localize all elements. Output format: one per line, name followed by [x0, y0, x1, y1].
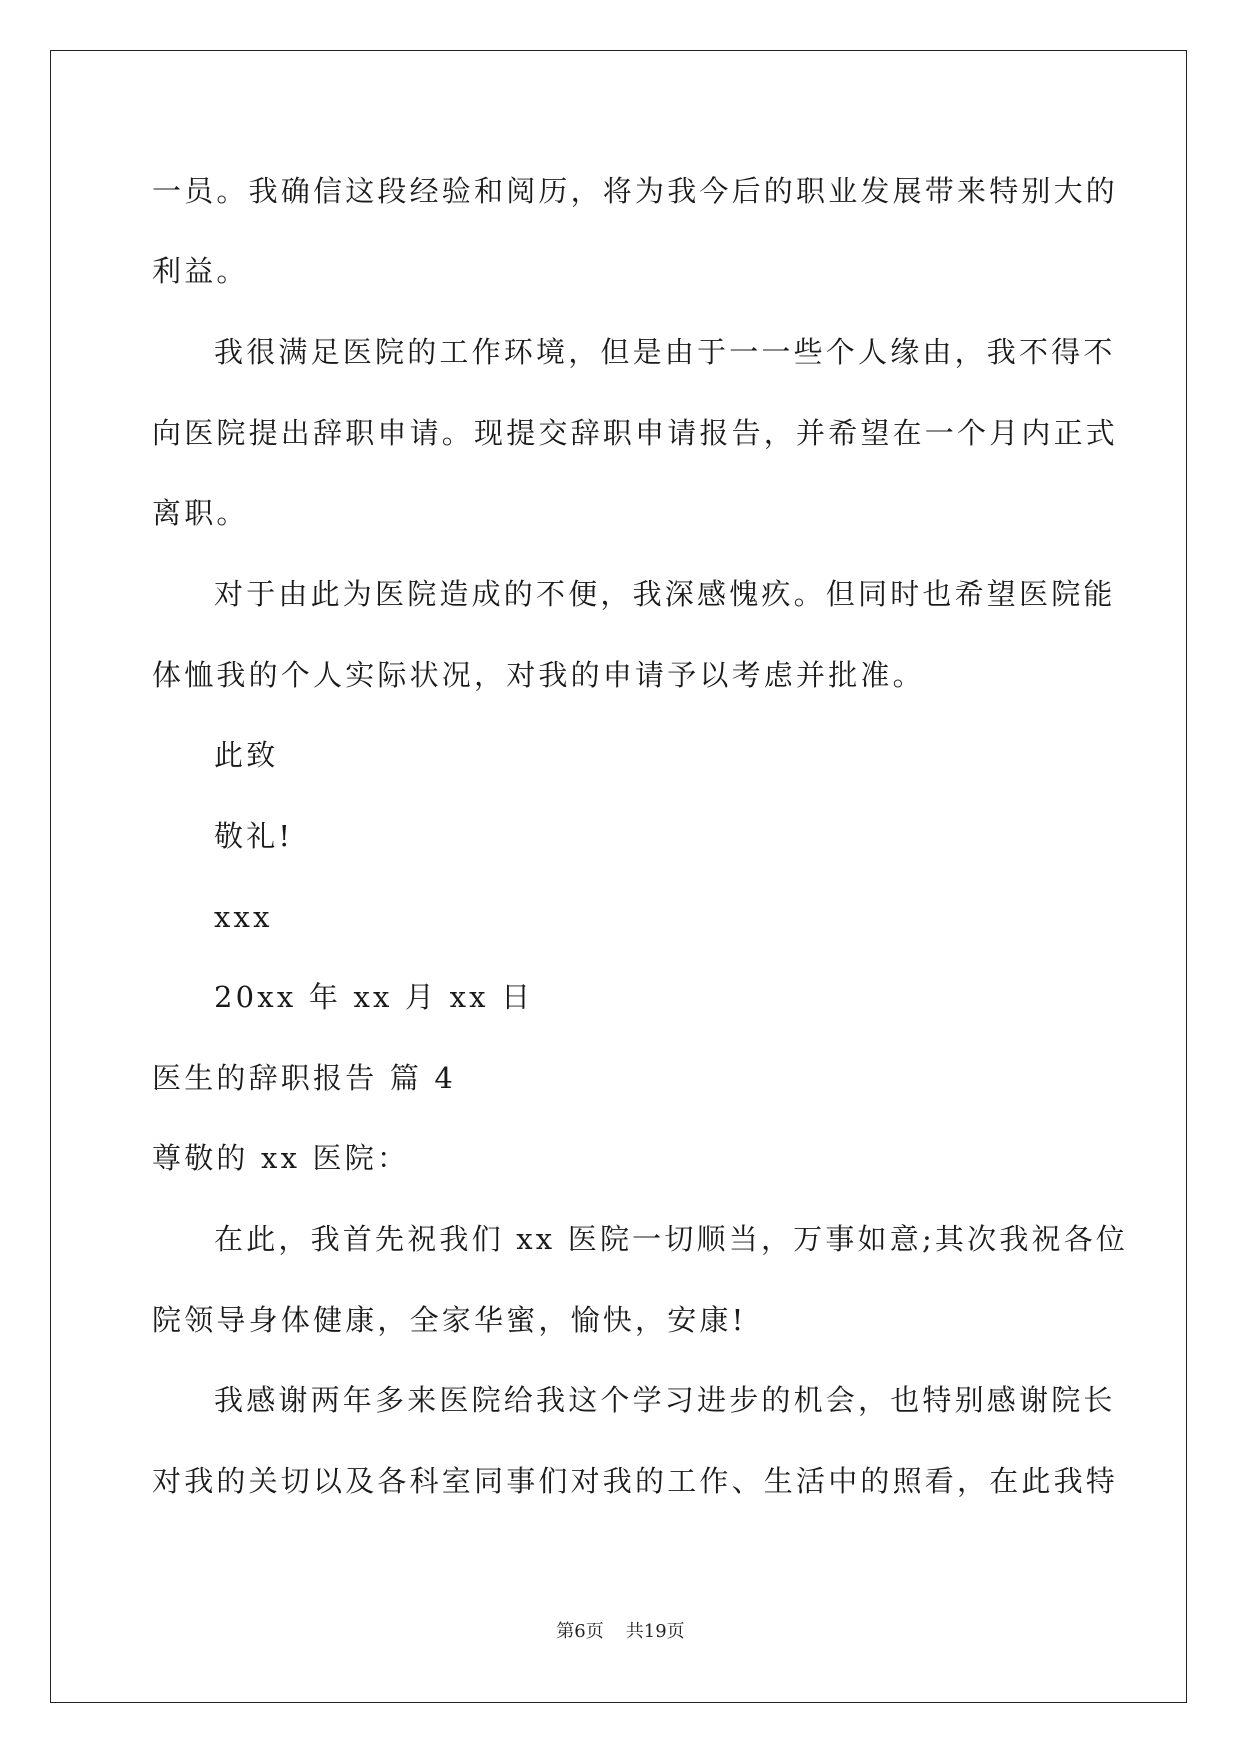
closing-line: 此致: [214, 738, 279, 772]
paragraph-line: 在此，我首先祝我们 xx 医院一切顺当，万事如意;其次我祝各位: [214, 1222, 1129, 1256]
paragraph-line: 对我的关切以及各科室同事们对我的工作、生活中的照看，在此我特: [152, 1464, 1119, 1498]
paragraph-line: 向医院提出辞职申请。现提交辞职申请报告，并希望在一个月内正式: [152, 416, 1119, 450]
page-footer: [0, 1620, 1241, 1644]
signature-name: xxx: [214, 900, 273, 934]
page-border: [50, 50, 1187, 1703]
paragraph-line: 离职。: [152, 496, 249, 530]
section-heading: 医生的辞职报告 篇 4: [152, 1061, 457, 1095]
paragraph-line: 我感谢两年多来医院给我这个学习进步的机会，也特别感谢院长: [214, 1383, 1116, 1417]
paragraph-line: 院领导身体健康，全家华蜜，愉快，安康!: [152, 1303, 747, 1337]
salutation: 尊敬的 xx 医院：: [152, 1141, 410, 1175]
paragraph-line: 体恤我的个人实际状况，对我的申请予以考虑并批准。: [152, 658, 925, 692]
page-number-total: 共19页: [625, 1621, 685, 1642]
paragraph-line: 我很满足医院的工作环境，但是由于一一些个人缘由，我不得不: [214, 335, 1116, 369]
paragraph-line: 一员。我确信这段经验和阅历，将为我今后的职业发展带来特别大的: [152, 174, 1119, 208]
paragraph-line: 利益。: [152, 254, 249, 288]
closing-line: 敬礼!: [214, 819, 294, 853]
page-number-current: 第6页: [556, 1621, 604, 1642]
signature-date: 20xx 年 xx 月 xx 日: [214, 980, 534, 1014]
paragraph-line: 对于由此为医院造成的不便，我深感愧疚。但同时也希望医院能: [214, 577, 1116, 611]
